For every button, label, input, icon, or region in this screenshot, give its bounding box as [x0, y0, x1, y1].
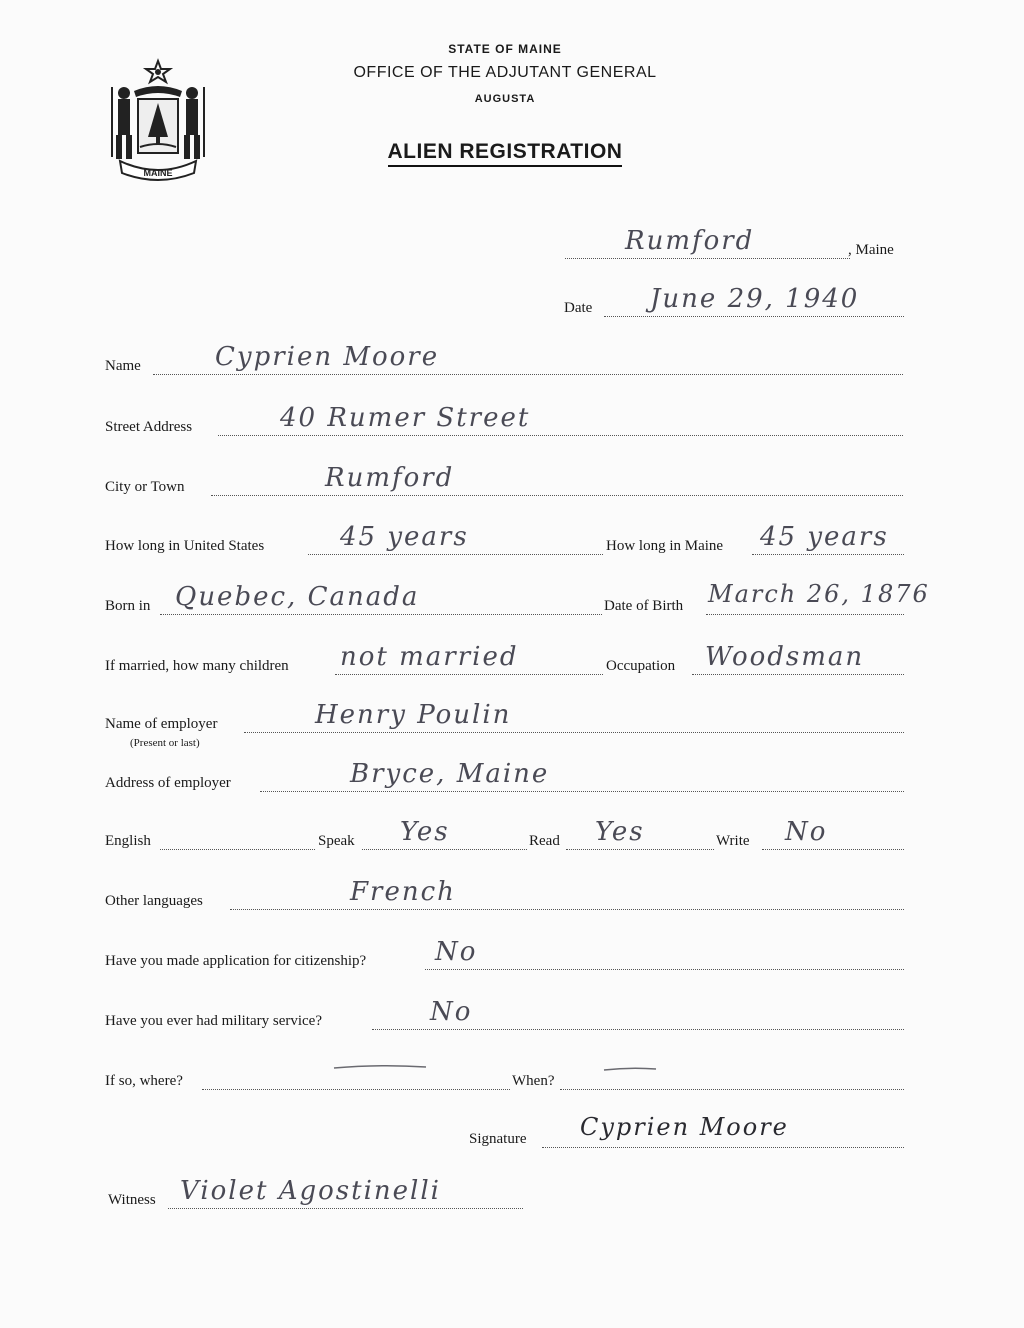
- witness-label: Witness: [108, 1192, 156, 1208]
- city-label: City or Town: [105, 479, 185, 495]
- name-value: Cyprien Moore: [215, 342, 440, 372]
- employer-sublabel: (Present or last): [130, 737, 200, 749]
- header-state: STATE OF MAINE: [448, 42, 562, 56]
- citizenship-label: Have you made application for citizenship?: [105, 953, 367, 969]
- town-value: Rumford: [625, 226, 755, 256]
- dob-label: Date of Birth: [604, 598, 684, 614]
- employer-address-value: Bryce, Maine: [350, 759, 550, 789]
- where-dash-mark: [330, 1060, 430, 1074]
- street-value: 40 Rumer Street: [280, 403, 531, 433]
- employer-address-label: Address of employer: [105, 775, 231, 791]
- street-label: Street Address: [105, 419, 193, 435]
- maine-label: , Maine: [848, 242, 894, 258]
- read-label: Read: [529, 833, 560, 849]
- english-line: [160, 849, 315, 850]
- city-line: [211, 495, 903, 496]
- signature-value: Cyprien Moore: [580, 1113, 789, 1141]
- children-value: not married: [340, 642, 519, 672]
- speak-label: Speak: [318, 833, 355, 849]
- write-value: No: [785, 817, 828, 847]
- date-label: Date: [564, 300, 593, 316]
- header-office: OFFICE OF THE ADJUTANT GENERAL: [353, 64, 657, 81]
- signature-label: Signature: [469, 1131, 527, 1147]
- citizenship-line: [425, 969, 904, 970]
- when-dash-mark: [600, 1064, 660, 1076]
- occupation-label: Occupation: [606, 658, 676, 674]
- where-line: [202, 1089, 510, 1090]
- name-label: Name: [105, 358, 141, 374]
- how-long-us-label: How long in United States: [105, 538, 265, 554]
- witness-value: Violet Agostinelli: [180, 1176, 441, 1206]
- occupation-value: Woodsman: [705, 642, 865, 672]
- born-label: Born in: [105, 598, 151, 614]
- how-long-us-value: 45 years: [340, 522, 469, 552]
- read-value: Yes: [595, 817, 645, 847]
- employer-value: Henry Poulin: [315, 700, 512, 730]
- english-label: English: [105, 833, 151, 849]
- other-languages-label: Other languages: [105, 893, 203, 909]
- dob-value: March 26, 1876: [708, 580, 930, 608]
- speak-value: Yes: [400, 817, 450, 847]
- date-value: June 29, 1940: [650, 284, 860, 314]
- military-value: No: [430, 997, 473, 1027]
- form-title: [0, 140, 1010, 164]
- where-label: If so, where?: [105, 1073, 183, 1089]
- how-long-maine-value: 45 years: [760, 522, 889, 552]
- employer-label: Name of employer: [105, 716, 218, 732]
- header-city: AUGUSTA: [474, 93, 536, 105]
- form-title-text: ALIEN REGISTRATION: [388, 140, 623, 167]
- write-label: Write: [716, 833, 750, 849]
- city-value: Rumford: [325, 463, 455, 493]
- born-value: Quebec, Canada: [175, 582, 420, 612]
- other-languages-value: French: [350, 877, 456, 907]
- other-languages-line: [230, 909, 904, 910]
- how-long-maine-label: How long in Maine: [606, 538, 724, 554]
- military-label: Have you ever had military service?: [105, 1013, 322, 1029]
- when-line: [560, 1089, 904, 1090]
- children-label: If married, how many children: [105, 658, 289, 674]
- when-label: When?: [512, 1073, 555, 1089]
- write-line: [762, 849, 904, 850]
- seal-banner-text: MAINE: [143, 168, 173, 178]
- citizenship-value: No: [435, 937, 478, 967]
